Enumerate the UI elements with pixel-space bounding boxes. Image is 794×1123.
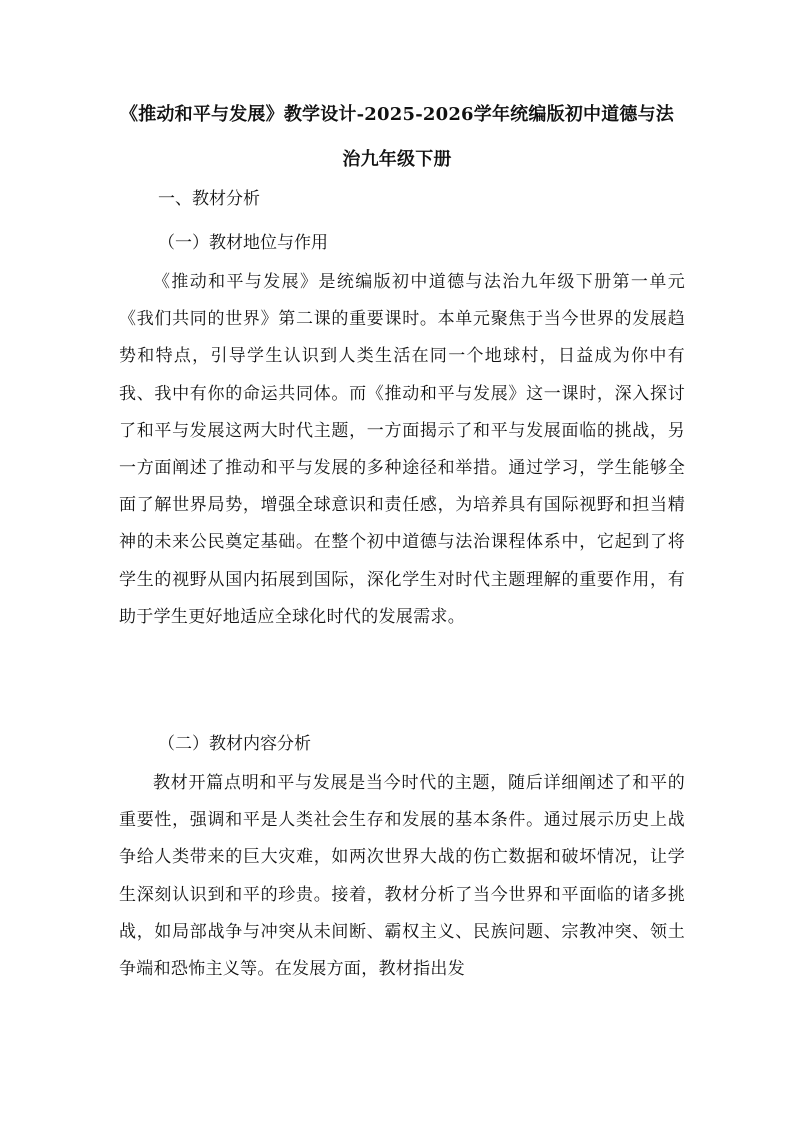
document-title-line-1: 《推动和平与发展》教学设计-2025-2026学年统编版初中道德与法 bbox=[120, 104, 674, 125]
subsection-heading-status-and-role: （一）教材地位与作用 bbox=[158, 233, 328, 253]
paragraph-status-and-role: 《推动和平与发展》是统编版初中道德与法治九年级下册第一单元《我们共同的世界》第二课的重要课时。本单元聚焦于当今世界的发展趋势和特点，引导学生认识到人类生活在同一个地球村，日益成为你中有我、我中有你的命运共同体。而《推动和平与发展》这一课时，深入探讨了和平与发展这两大时代主题，一方面揭示了和平与发展面临的挑战，另一方面阐述了推动和平与发展的多种途径和举措。通过学习，学生能够全面了解世界局势，增强全球意识和责任感，为培养具有国际视野和担当精神的未来公民奠定基础。在整个初中道德与法治课程体系中，它起到了将学生的视野从国内拓展到国际，深化学生对时代主题理解的重要作用，有助于学生更好地适应全球化时代的发展需求。 bbox=[119, 272, 685, 627]
subsection-heading-content-analysis: （二）教材内容分析 bbox=[158, 734, 311, 754]
section-heading-textbook-analysis: 一、教材分析 bbox=[158, 189, 260, 209]
paragraph-content-analysis: 教材开篇点明和平与发展是当今时代的主题，随后详细阐述了和平的重要性，强调和平是人类社会生存和发展的基本条件。通过展示历史上战争给人类带来的巨大灾难，如两次世界大战的伤亡数据和破坏情况，让学生深刻认识到和平的珍贵。接着，教材分析了当今世界和平面临的诸多挑战，如局部战争与冲突从未间断、霸权主义、民族问题、宗教冲突、领土争端和恐怖主义等。在发展方面，教材指出发 bbox=[119, 773, 685, 980]
document-title-line-2: 治九年级下册 bbox=[342, 149, 452, 170]
